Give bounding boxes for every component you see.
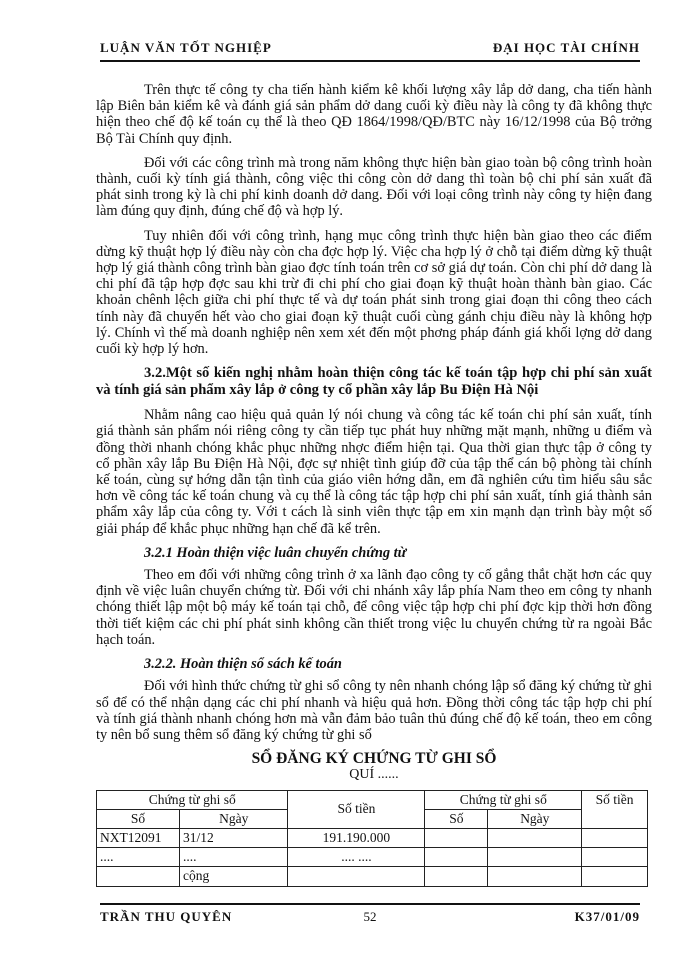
document-body [96, 82, 652, 887]
register-title: SỔ ĐĂNG KÝ CHỨNG TỪ GHI SỔ [251, 750, 497, 768]
table-cell [488, 828, 582, 847]
table-cell [97, 867, 180, 886]
footer-class-code: K37/01/09 [574, 909, 640, 924]
table-row [97, 867, 648, 886]
table-header-cell: Số [425, 809, 488, 828]
table-cell: .... [180, 848, 288, 867]
paragraph-5: Theo em đối với những công trình ở xa lãnh đạo công ty cố gắng thắt chặt hơn các quy định về việc luân chuyển chứng từ. Đối với chi nhánh xây lắp phía Nam theo em công ty nhanh chóng thiết lập một bộ máy kế toán tại chỗ, để công việc tập hợp chi phí đợc kịp thời hơn đồng thời tiết kiệm các chi phí phát sinh không cần thiết trong việc lu chuyển chứng từ ra ngoài Bắc hạch toán. [96, 567, 652, 648]
table-cell: 31/12 [180, 828, 288, 847]
table-header-cell: Chứng từ ghi sổ [97, 790, 288, 809]
table-header-cell: Số [97, 809, 180, 828]
table-cell: NXT12091 [97, 828, 180, 847]
table-cell [582, 848, 648, 867]
paragraph-1: Trên thực tế công ty cha tiến hành kiểm kê khối lượng xây lắp dở dang, cha tiến hành lập Biên bản kiểm kê và đánh giá sản phẩm dở dang cuối kỳ điều này là công ty đã không thực hiện theo chế độ kế toán cụ thể là theo QĐ 1864/1998/QĐ/BTC này 16/12/1998 của Bộ trởng Bộ Tài Chính quy định. [96, 82, 652, 147]
table-cell [488, 867, 582, 886]
table-cell [488, 848, 582, 867]
table-cell [582, 828, 648, 847]
table-cell [425, 828, 488, 847]
table-cell [288, 867, 425, 886]
table-cell: .... [97, 848, 180, 867]
subsection-heading-3-2-1: 3.2.1 Hoàn thiện việc luân chuyển chứng từ [144, 544, 407, 561]
paragraph-6: Đối với hình thức chứng từ ghi sổ công ty nên nhanh chóng lập sổ đăng ký chứng từ ghi sổ để có thể nhận dạng các chi phí nhanh và hiệu quả hơn. Đồng thời công tác tập hợp chi phí và tính giá thành nhanh chóng hơn mà vẫn đảm bảo tuân thủ đúng chế độ kế toán, theo em công ty nên bổ sung thêm sổ đăng ký chứng từ ghi sổ [96, 678, 652, 743]
table-cell: .... .... [288, 848, 425, 867]
page-number: 52 [363, 909, 377, 924]
table-row [97, 828, 648, 847]
table-cell [425, 867, 488, 886]
register-table [96, 790, 648, 887]
table-cell: 191.190.000 [288, 828, 425, 847]
paragraph-2: Đối với các công trình mà trong năm không thực hiện bàn giao toàn bộ công trình hoàn thành, cuối kỳ tính giá thành, công việc thi công còn dở dang thì toàn bộ chi phí sản xuất đã phát sinh trong kỳ là chi phí kinh doanh dở dang. Đối với loại công trình này công ty hiện đang làm đúng quy định, đúng chế độ và hợp lý. [96, 154, 652, 220]
table-header-cell: Số tiền [582, 790, 648, 828]
table-header-cell: Ngày [488, 809, 582, 828]
header-right-text: ĐẠI HỌC TÀI CHÍNH [492, 40, 640, 55]
table-header-cell: Số tiền [288, 790, 425, 828]
table-header-cell: Ngày [180, 809, 288, 828]
subsection-heading-3-2-2: 3.2.2. Hoàn thiện sổ sách kế toán [144, 656, 342, 673]
table-header-cell: Chứng từ ghi sổ [425, 790, 582, 809]
section-heading-3-2: 3.2.Một số kiến nghị nhằm hoàn thiện công tác kế toán tập hợp chi phí sản xuất và tính giá sản phẩm xây lắp ở công ty cổ phần xây lắp Bu Điện Hà Nội [96, 365, 652, 399]
table-cell [582, 867, 648, 886]
footer-author: TRẦN THU QUYÊN [100, 909, 233, 924]
register-period: QUÍ ...... [349, 767, 399, 783]
table-cell [425, 848, 488, 867]
table-header-row [97, 790, 648, 809]
page-header [100, 38, 640, 62]
paragraph-4: Nhằm nâng cao hiệu quả quản lý nói chung và công tác kế toán chi phí sản xuất, tính giá thành sản phẩm nói riêng công ty cần tiếp tục phát huy những mặt mạnh, những u điểm và đồng thời nhanh chóng khắc phục những nhợc điểm hiện tại. Qua thời gian thực tập ở công ty cổ phần xây lắp Bu Điện Hà Nội, đợc sự nhiệt tình giúp đỡ của tập thể cán bộ phòng tài chính kế toán, cùng sự hớng dẫn tận tình của giáo viên hớng dẫn, em đã nghiên cứu tìm hiểu sâu sắc hơn về công tác kế toán chung và cụ thể là công tác tập hợp chi phí sản xuất, tính giá thành sản phẩm xây lắp của công ty. Với t cách là sinh viên thực tập em xin mạnh dạn trình bày một số giải pháp để khắc phục những hạn chế đã kể trên. [96, 407, 652, 537]
page-footer [100, 903, 640, 927]
table-cell: cộng [180, 867, 288, 886]
paragraph-3: Tuy nhiên đối với công trình, hạng mục công trình thực hiện bàn giao theo các điểm dừng kỹ thuật hợp lý điều này còn cha đợc hợp lý. Việc cha hợp lý ở chỗ tại điểm dừng kỹ thuật hợp lý giá thành công trình bàn giao đợc tính toán trên cơ sở giá dự toán. Còn chi phí dở dang là chi phí đã tập hợp đợc sau khi trừ đi chi phí cho giai đoạn kỹ thuật hoàn thành bàn giao. Các khoản chênh lệch giữa chi phí thực tế và dự toán phát sinh trong giai đoạn thi công theo cách tính này đã chuyển hết vào cho giai đoạn kỹ thuật cuối cùng gánh chịu điều này là không hợp lý. Chính vì thế mà doanh nghiệp nên xem xét đến một phơng pháp đánh giá khối lợng dở dang cuối kỳ hợp lý hơn. [96, 227, 652, 358]
table-row [97, 848, 648, 867]
header-left-text: LUẬN VĂN TỐT NGHIỆP [100, 40, 272, 55]
